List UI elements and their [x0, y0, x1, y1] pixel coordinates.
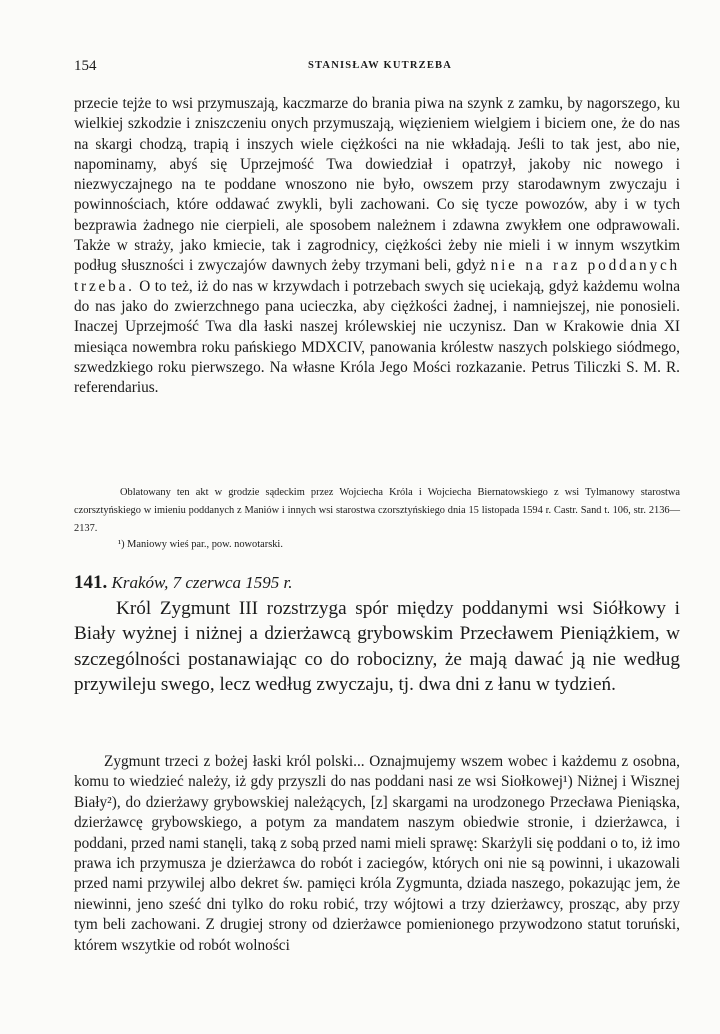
document-place-date: Kraków, 7 czerwca 1595 r.: [111, 573, 293, 592]
body-text-part2: O to też, iż do nas w krzywdach i potrzebach swych się uciekają, gdyż każdemu wolna do nas jako do zwierzchnego pana ucieczka, aby ciężkości żadnej, i namniejszej, nie ponosieli. Inaczej Uprzejmość Twa dla łaski naszej królewskiej nie uczynisz. Dan w Krakowie dnia XI miesiąca nowembra roku pańskiego MDXCIV, panowania królestw naszych polskiego siódmego, szwedzkiego roku pierwszego. Na własne Króla Jego Mości rozkazanie. Petrus Tiliczki S. M. R. referendarius.: [74, 277, 680, 397]
document-heading: [74, 572, 293, 594]
continued-document-text: [74, 94, 680, 398]
summary-text: Król Zygmunt III rozstrzyga spór między poddanymi wsi Siółkowy i Biały wyżnej i niżnej a dzierżawcą grybowskim Przecławem Pieniążkiem, w szczególności postanawiając co do robocizny, że mają dawać ją nie według przywileju swego, lecz według zwyczaju, tj. dwa dni z łanu w tydzień.: [74, 598, 680, 696]
spaced-emphasis: nie na raz poddanych trzeba.: [74, 257, 680, 295]
archival-note-text: Oblatowany ten akt w grodzie sądeckim przez Wojciecha Króla i Wojciecha Biernatowskiego z wsi Tylmanowy starostwa czorsztyńskiego w imieniu poddanych z Maniów i innych wsi starostwa czorsztyńskiego dnia 15 listopada 1594 r. Castr. Sand t. 106, str. 2136—2137.: [74, 487, 680, 534]
document-text: [74, 752, 680, 956]
page-header: [74, 58, 686, 78]
document-summary: [74, 596, 680, 698]
page-number: 154: [74, 58, 97, 74]
document-number: 141.: [74, 572, 108, 593]
body-paragraph: [74, 94, 680, 398]
archival-note: [74, 484, 680, 538]
running-head: STANISŁAW KUTRZEBA: [307, 60, 453, 71]
document-text-paragraph: Zygmunt trzeci z bożej łaski król polski... Oznajmujemy wszem wobec i każdemu z osobna, komu to wiedzieć należy, iż gdy przyszli do nas poddani nasi ze wsi Siołkowej¹) Niżnej i Wisznej Biały²), do dzierżawy grybowskiej należących, [z] skargami na urodzonego Przecława Pieniąska, dzierżawcę grybowskiego, a potym za mandatem naszym obiedwie stronie, i dzierżawca, i poddani, przed nami stanęli, taką z sobą przed nami mieli sprawę: Skarżyli się poddani o to, iż imo prawa ich przymusza je dzierżawca do robót i zaciegów, których oni nie są powinni, i ukazowali przed nami przywilej albo dekret św. pamięci króla Zygmunta, dziada naszego, pokazując jem, że niewinni, jeno sześć dni tylko do roku robić, trzy wójtowi a trzy dzierżawcy, prosząc, aby przy tym beli zachowani. Z drugiej strony od dzierżawce pomienionego przywodzono statut toruński, którem wszytkie od robót wolności: [74, 753, 680, 954]
body-text-part1: przecie tejże to wsi przymuszają, kaczmarze do brania piwa na szynk z zamku, by nagorszego, ku wielkiej szkodzie i zniszczeniu onych przymuszają, więzieniem wielgiem i biciem one, że do nas na skargi chodzą, trapią i inszych wiele ciężkości na nie wkładają. Jeśli to tak jest, abo nie, napominamy, abyś się Uprzejmość Twa dowiedział i opatrzył, jakoby nic nowego i niezwyczajnego na te poddane wnoszono nie było, owszem przy starodawnym zwyczaju i powinnościach, które oddawać zwykli, byli zachowani. Co się tycze powozów, aby i w tych bezprawia żadnego nie cierpieli, ale sposobem należnem i zdawna zwykłem one odprawowali. Także w straży, jako kmiecie, tak i zagrodnicy, ciężkości żeby nie mieli i w innym wszytkim podług słuszności i zwyczajów dawnych żeby trzymani beli, gdyż: [74, 95, 680, 275]
footnote: ¹) Maniowy wieś par., pow. nowotarski.: [118, 539, 283, 550]
